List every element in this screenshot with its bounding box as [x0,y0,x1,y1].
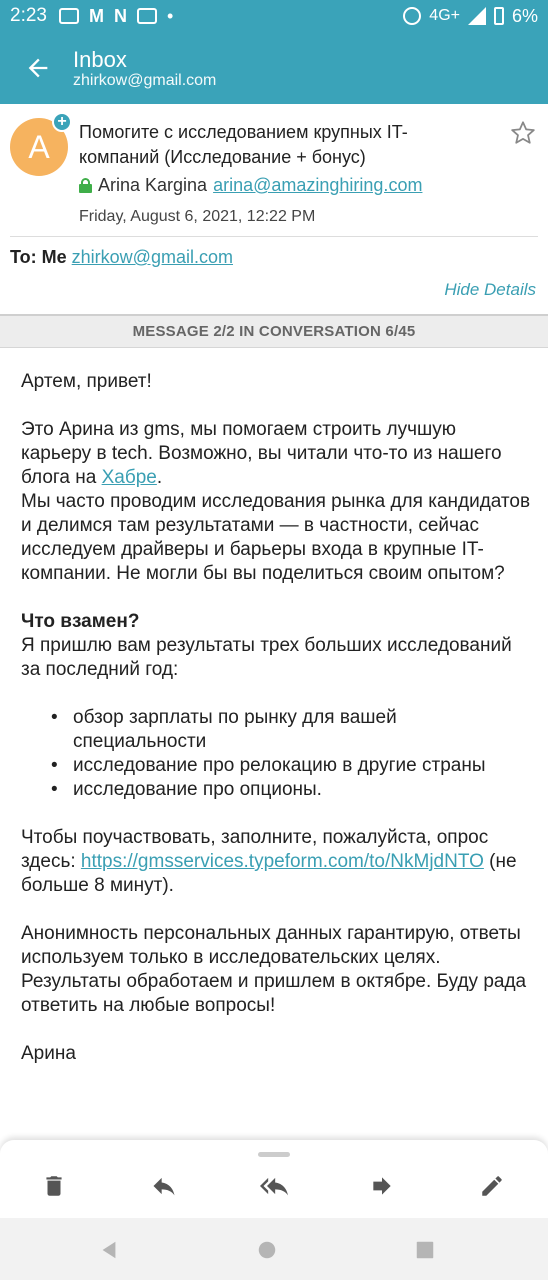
intro-paragraph [21,418,531,490]
action-toolbar [0,1140,548,1218]
signal-icon [468,7,486,25]
anonymity-paragraph: Анонимность персональных данных гарантирую, ответы используем только в исследовательских целях. Результаты обработаем и пришлем в октябре. Буду рада ответить на любые вопросы! [21,923,527,1016]
star-icon [509,119,537,147]
signature: Арина [21,1043,76,1064]
nav-recents-button[interactable] [411,1236,439,1264]
avatar-letter: A [28,128,50,165]
folder-title: Inbox [73,47,127,72]
sender-email-link[interactable]: arina@amazinghiring.com [213,175,423,195]
list-item: • обзор зарплаты по рынку для вашей специальности [51,706,531,754]
back-button[interactable] [18,48,58,88]
lock-icon [79,178,92,193]
app-bar [0,32,548,104]
greeting: Артем, привет! [21,371,152,392]
system-icons [403,6,538,27]
survey-paragraph [21,826,531,898]
intro-end: . [156,467,163,488]
survey-link[interactable]: https://gmsservices.typeform.com/to/NkMjdNTO [80,851,484,872]
sender-line [79,175,422,196]
delete-button[interactable] [34,1168,74,1204]
list-item: • исследование про опционы. [51,778,531,802]
more-notifications-icon: • [166,5,174,26]
notification-app-icon [59,8,79,24]
divider [10,236,538,237]
news-icon: N [113,5,127,26]
survey-text: Чтобы поучаствовать, заполните, пожалуйста, опрос здесь: [21,827,489,872]
sender-name: Arina Kargina [98,175,208,195]
message-subject: Помогите с исследованием крупных IT-компаний (Исследование + бонус) [79,122,408,167]
battery-icon [494,7,504,25]
message-header [0,104,548,314]
notification-app-icon [137,8,157,24]
recipient-line [10,247,233,268]
hide-details-link[interactable]: Hide Details [444,280,536,299]
notification-icons [59,6,173,27]
reply-icon [150,1172,178,1200]
message-date: Friday, August 6, 2021, 12:22 PM [79,208,316,225]
nav-home-icon [256,1239,278,1261]
status-bar [0,0,548,32]
list-item: • исследование про релокацию в другие страны [51,754,531,778]
edit-icon [479,1173,505,1199]
conversation-banner: MESSAGE 2/2 IN CONVERSATION 6/45 [0,314,548,348]
status-time: 2:23 [10,5,47,26]
forward-button[interactable] [362,1168,402,1204]
account-email: zhirkow@gmail.com [73,72,217,89]
what-text: Я пришлю вам результаты трех больших исследований за последний год: [21,635,512,680]
battery-level: 6% [511,5,538,26]
edit-button[interactable] [472,1168,512,1204]
benefits-list [21,706,531,802]
back-arrow-icon [24,54,52,82]
star-button[interactable] [506,116,540,150]
reply-all-icon [258,1172,290,1200]
reply-button[interactable] [144,1168,184,1204]
nav-back-icon [98,1239,120,1261]
recipient-email-link[interactable]: zhirkow@gmail.com [71,247,233,267]
nav-back-button[interactable] [95,1236,123,1264]
research-paragraph: Мы часто проводим исследования рынка для кандидатов и делимся там результатами — в частности, сейчас исследуем драйверы и барьеры входа в крупные IT-компании. Не могли бы вы поделиться своим опытом? [21,491,531,584]
nav-home-button[interactable] [253,1236,281,1264]
intro-text: Это Арина из gms, мы помогаем строить лучшую карьеру в tech. Возможно, вы читали что-то из нашего блога на [21,419,502,488]
gmail-icon: M [88,5,104,26]
add-contact-icon[interactable]: + [52,112,72,132]
message-body [21,370,531,1066]
network-type: 4G+ [429,7,460,24]
reply-all-button[interactable] [254,1168,294,1204]
nav-recents-icon [414,1239,436,1261]
drag-handle[interactable] [258,1152,290,1157]
to-label: To: Me [10,247,67,267]
delete-icon [41,1173,67,1199]
alarm-icon [403,7,421,25]
habr-link[interactable]: Хабре [101,467,157,488]
survey-duration: (не больше 8 минут). [21,851,517,896]
system-nav-bar [0,1218,548,1280]
forward-icon [369,1173,395,1199]
what-heading: Что взамен? [21,611,140,632]
